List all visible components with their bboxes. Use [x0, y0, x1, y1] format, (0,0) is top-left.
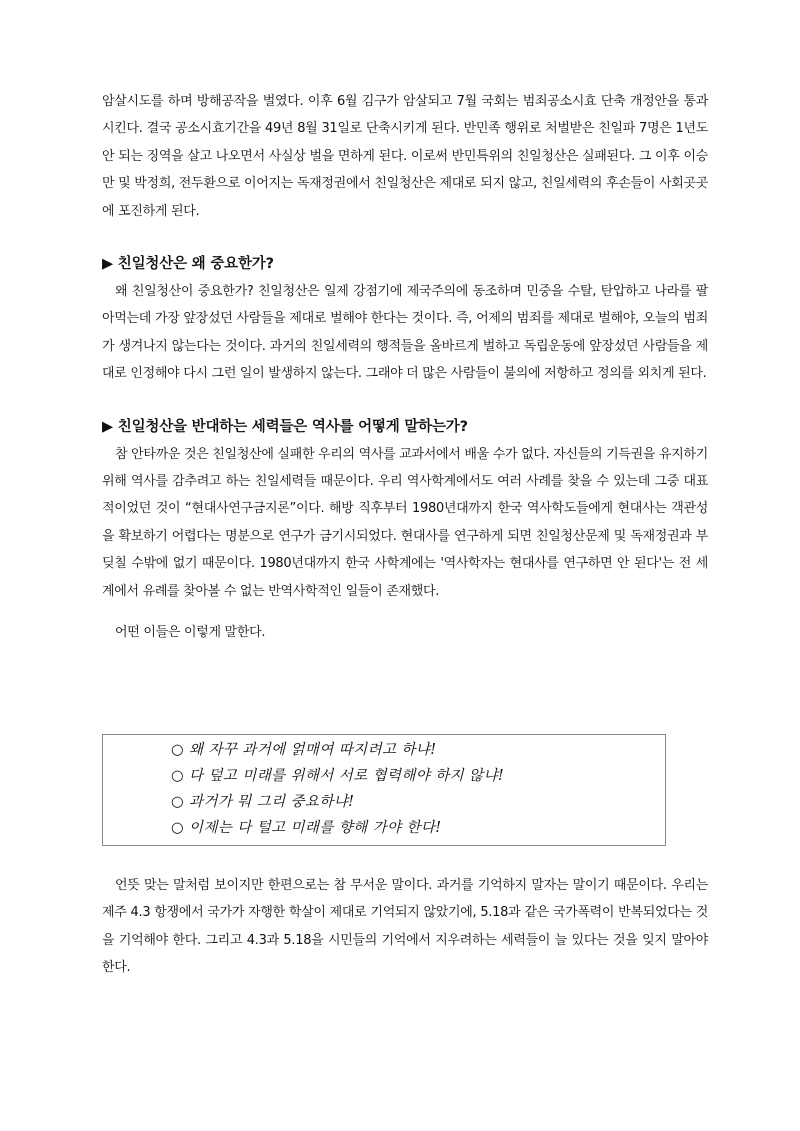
section-paragraph-why-important: 왜 친일청산이 중요한가? 친일청산은 일제 강점기에 제국주의에 동조하며 민중을 수탈, 탄압하고 나라를 팔아먹는데 가장 앞장섰던 사람들을 제대로 벌해야 한다는 것이다. 즉, 어제의 범죄를 제대로 벌해야, 오늘의 범죄가 생겨나지 않는다는 것이다. 과거의 친일세력의 행적들을 올바르게 벌하고 독립운동에 앞장섰던 사람들을 제대로 인정해야 다시 그런 일이 발생하지 않는다. 그래야 더 많은 사람들이 불의에 저항하고 정의를 외치게 된다. — [102, 284, 708, 382]
section-paragraph-opposing-forces: 참 안타까운 것은 친일청산에 실패한 우리의 역사를 교과서에서 배울 수가 없다. 자신들의 기득권을 유지하기 위해 역사를 감추려고 하는 친일세력들 때문이다. 우리 역사학계에서도 여러 사례를 찾을 수 있는데 그중 대표적이었던 것이 “현대사연구금지론”이다. 해방 직후부터 1980년대까지 한국 역사학도들에게 현대사는 객관성을 확보하기 어렵다는 명분으로 연구가 금기시되었다. 현대사를 연구하게 되면 친일청산문제 및 독재정권과 부딪칠 수밖에 없기 때문이다. 1980년대까지 한국 사학계에는 '역사학자는 현대사를 연구하면 안 된다'는 전 세계에서 유례를 찾아볼 수 없는 반역사학적인 일들이 존재했다. — [102, 446, 709, 599]
closing-paragraph: 언뜻 맞는 말처럼 보이지만 한편으로는 참 무서운 말이다. 과거를 기억하지 말자는 말이기 때문이다. 우리는 제주 4.3 항쟁에서 국가가 자행한 학살이 제대로 기억되지 않았기에, 5.18과 같은 국가폭력이 반복되었다는 것을 기억해야 한다. 그리고 4.3과 5.18을 시민들의 기억에서 지우려하는 세력들이 늘 있다는 것을 잊지 말아야 한다. — [102, 878, 708, 976]
section-heading-opposing-forces: ▶ 친일청산을 반대하는 세력들은 역사를 어떻게 말하는가? — [102, 418, 468, 435]
intro-paragraph: 암살시도를 하며 방해공작을 벌였다. 이후 6월 김구가 암살되고 7월 국회는 범죄공소시효 단축 개정안을 통과시킨다. 결국 공소시효기간을 49년 8월 31일로 단축시키게 된다. 반민족 행위로 처벌받은 친일파 7명은 1년도 안 되는 징역을 살고 나오면서 사실상 벌을 면하게 된다. 이로써 반민특위의 친일청산은 실패된다. 그 이후 이승만 및 박정희, 전두환으로 이어지는 독재정권에서 친일청산은 제대로 되지 않고, 친일세력의 후손들이 사회곳곳에 포진하게 된다. — [102, 94, 708, 219]
closing-section — [102, 872, 708, 982]
quote-line: ○ 과거가 뭐 그리 중요하냐! — [171, 794, 355, 810]
quote-lead-in: 어떤 이들은 이렇게 말한다. — [115, 625, 266, 641]
document-body — [102, 88, 708, 647]
quote-line: ○ 이제는 다 털고 미래를 향해 가야 한다! — [171, 820, 442, 836]
quote-line: ○ 다 덮고 미래를 위해서 서로 협력해야 하지 않냐! — [171, 768, 505, 784]
quote-line: ○ 왜 자꾸 과거에 얽매여 따지려고 하냐! — [171, 742, 437, 758]
quote-box — [102, 734, 666, 846]
section-heading-why-important: ▶ 친일청산은 왜 중요한가? — [102, 256, 274, 273]
